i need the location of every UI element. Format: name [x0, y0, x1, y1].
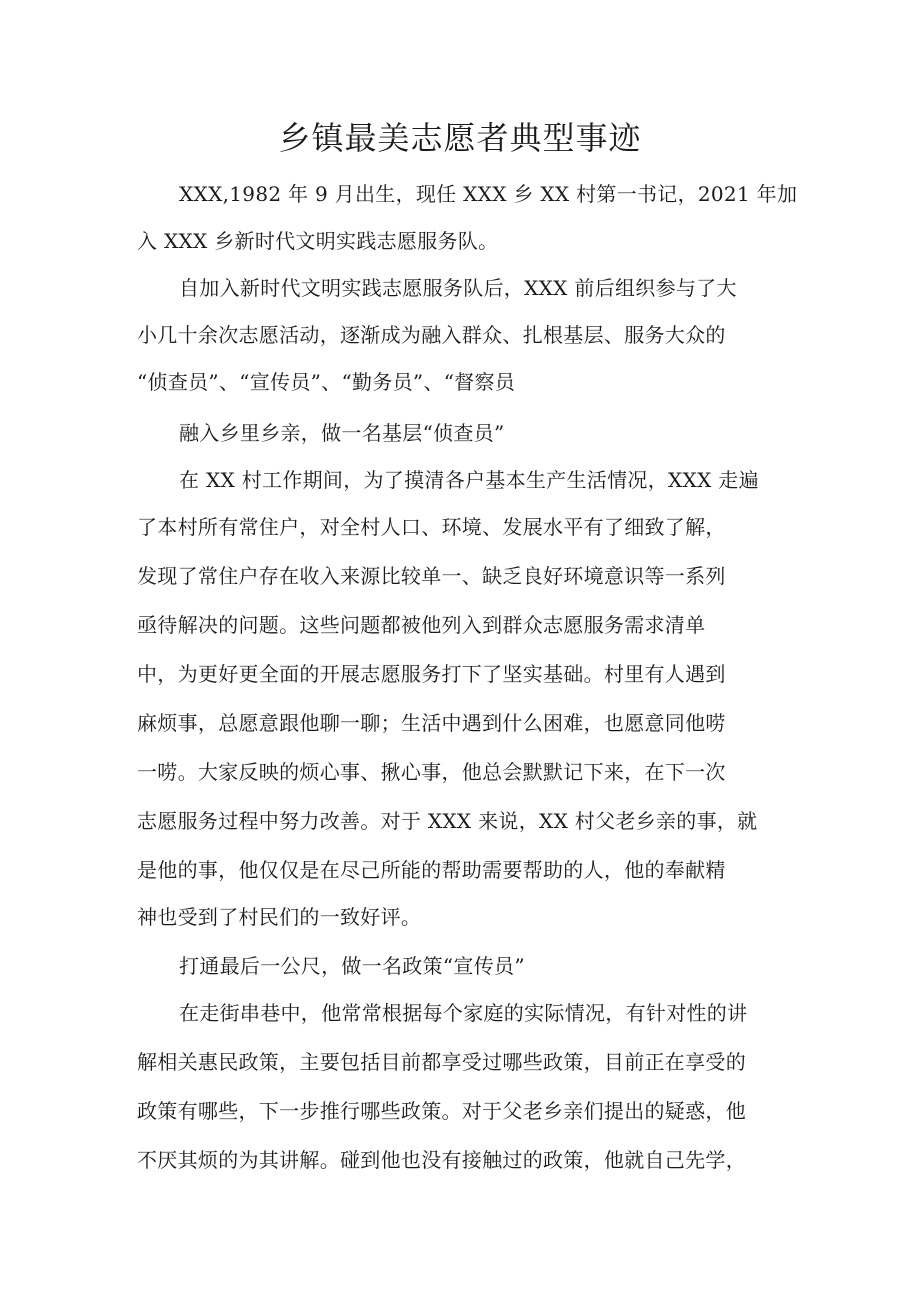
text-line: 亟待解决的问题。这些问题都被他列入到群众志愿服务需求清单	[137, 613, 706, 637]
text-line: 一唠。大家反映的烦心事、揪心事，他总会默默记下来，在下一次	[137, 760, 726, 784]
text-line: 在 XX 村工作期间，为了摸清各户基本生产生活情况，XXX 走遍	[179, 468, 759, 492]
text-line: 是他的事，他仅仅是在尽己所能的帮助需要帮助的人，他的奉献精	[137, 858, 726, 882]
text-line: 解相关惠民政策，主要包括目前都享受过哪些政策，目前正在享受的	[137, 1050, 746, 1074]
text-line: 了本村所有常住户，对全村人口、环境、发展水平有了细致了解，	[137, 515, 726, 539]
text-line: 自加入新时代文明实践志愿服务队后，XXX 前后组织参与了大	[179, 276, 737, 300]
text-line: 不厌其烦的为其讲解。碰到他也没有接触过的政策，他就自己先学，	[137, 1148, 746, 1172]
text-line: XXX,1982 年 9 月出生，现任 XXX 乡 XX 村第一书记，2021 年加	[179, 182, 798, 206]
text-line: 政策有哪些，下一步推行哪些政策。对于父老乡亲们提出的疑惑，他	[137, 1099, 746, 1123]
text-line: 小几十余次志愿活动，逐渐成为融入群众、扎根基层、服务大众的	[137, 323, 726, 347]
text-line: 中，为更好更全面的开展志愿服务打下了坚实基础。村里有人遇到	[137, 662, 726, 686]
section-heading: 融入乡里乡亲，做一名基层“侦查员”	[179, 421, 505, 445]
section-heading: 打通最后一公尺，做一名政策“宣传员”	[179, 954, 525, 978]
text-line: 神也受到了村民们的一致好评。	[137, 905, 422, 929]
text-line: 发现了常住户存在收入来源比较单一、缺乏良好环境意识等一系列	[137, 564, 726, 588]
text-line: 麻烦事，总愿意跟他聊一聊；生活中遇到什么困难，也愿意同他唠	[137, 711, 726, 735]
text-line: 入 XXX 乡新时代文明实践志愿服务队。	[137, 229, 499, 253]
document-title: 乡镇最美志愿者典型事迹	[278, 119, 642, 157]
text-line: 在走街串巷中，他常常根据每个家庭的实际情况，有针对性的讲	[179, 1001, 748, 1025]
text-line: 志愿服务过程中努力改善。对于 XXX 来说，XX 村父老乡亲的事，就	[137, 809, 758, 833]
text-line: “侦查员”、“宣传员”、“勤务员”、“督察员	[137, 370, 516, 394]
